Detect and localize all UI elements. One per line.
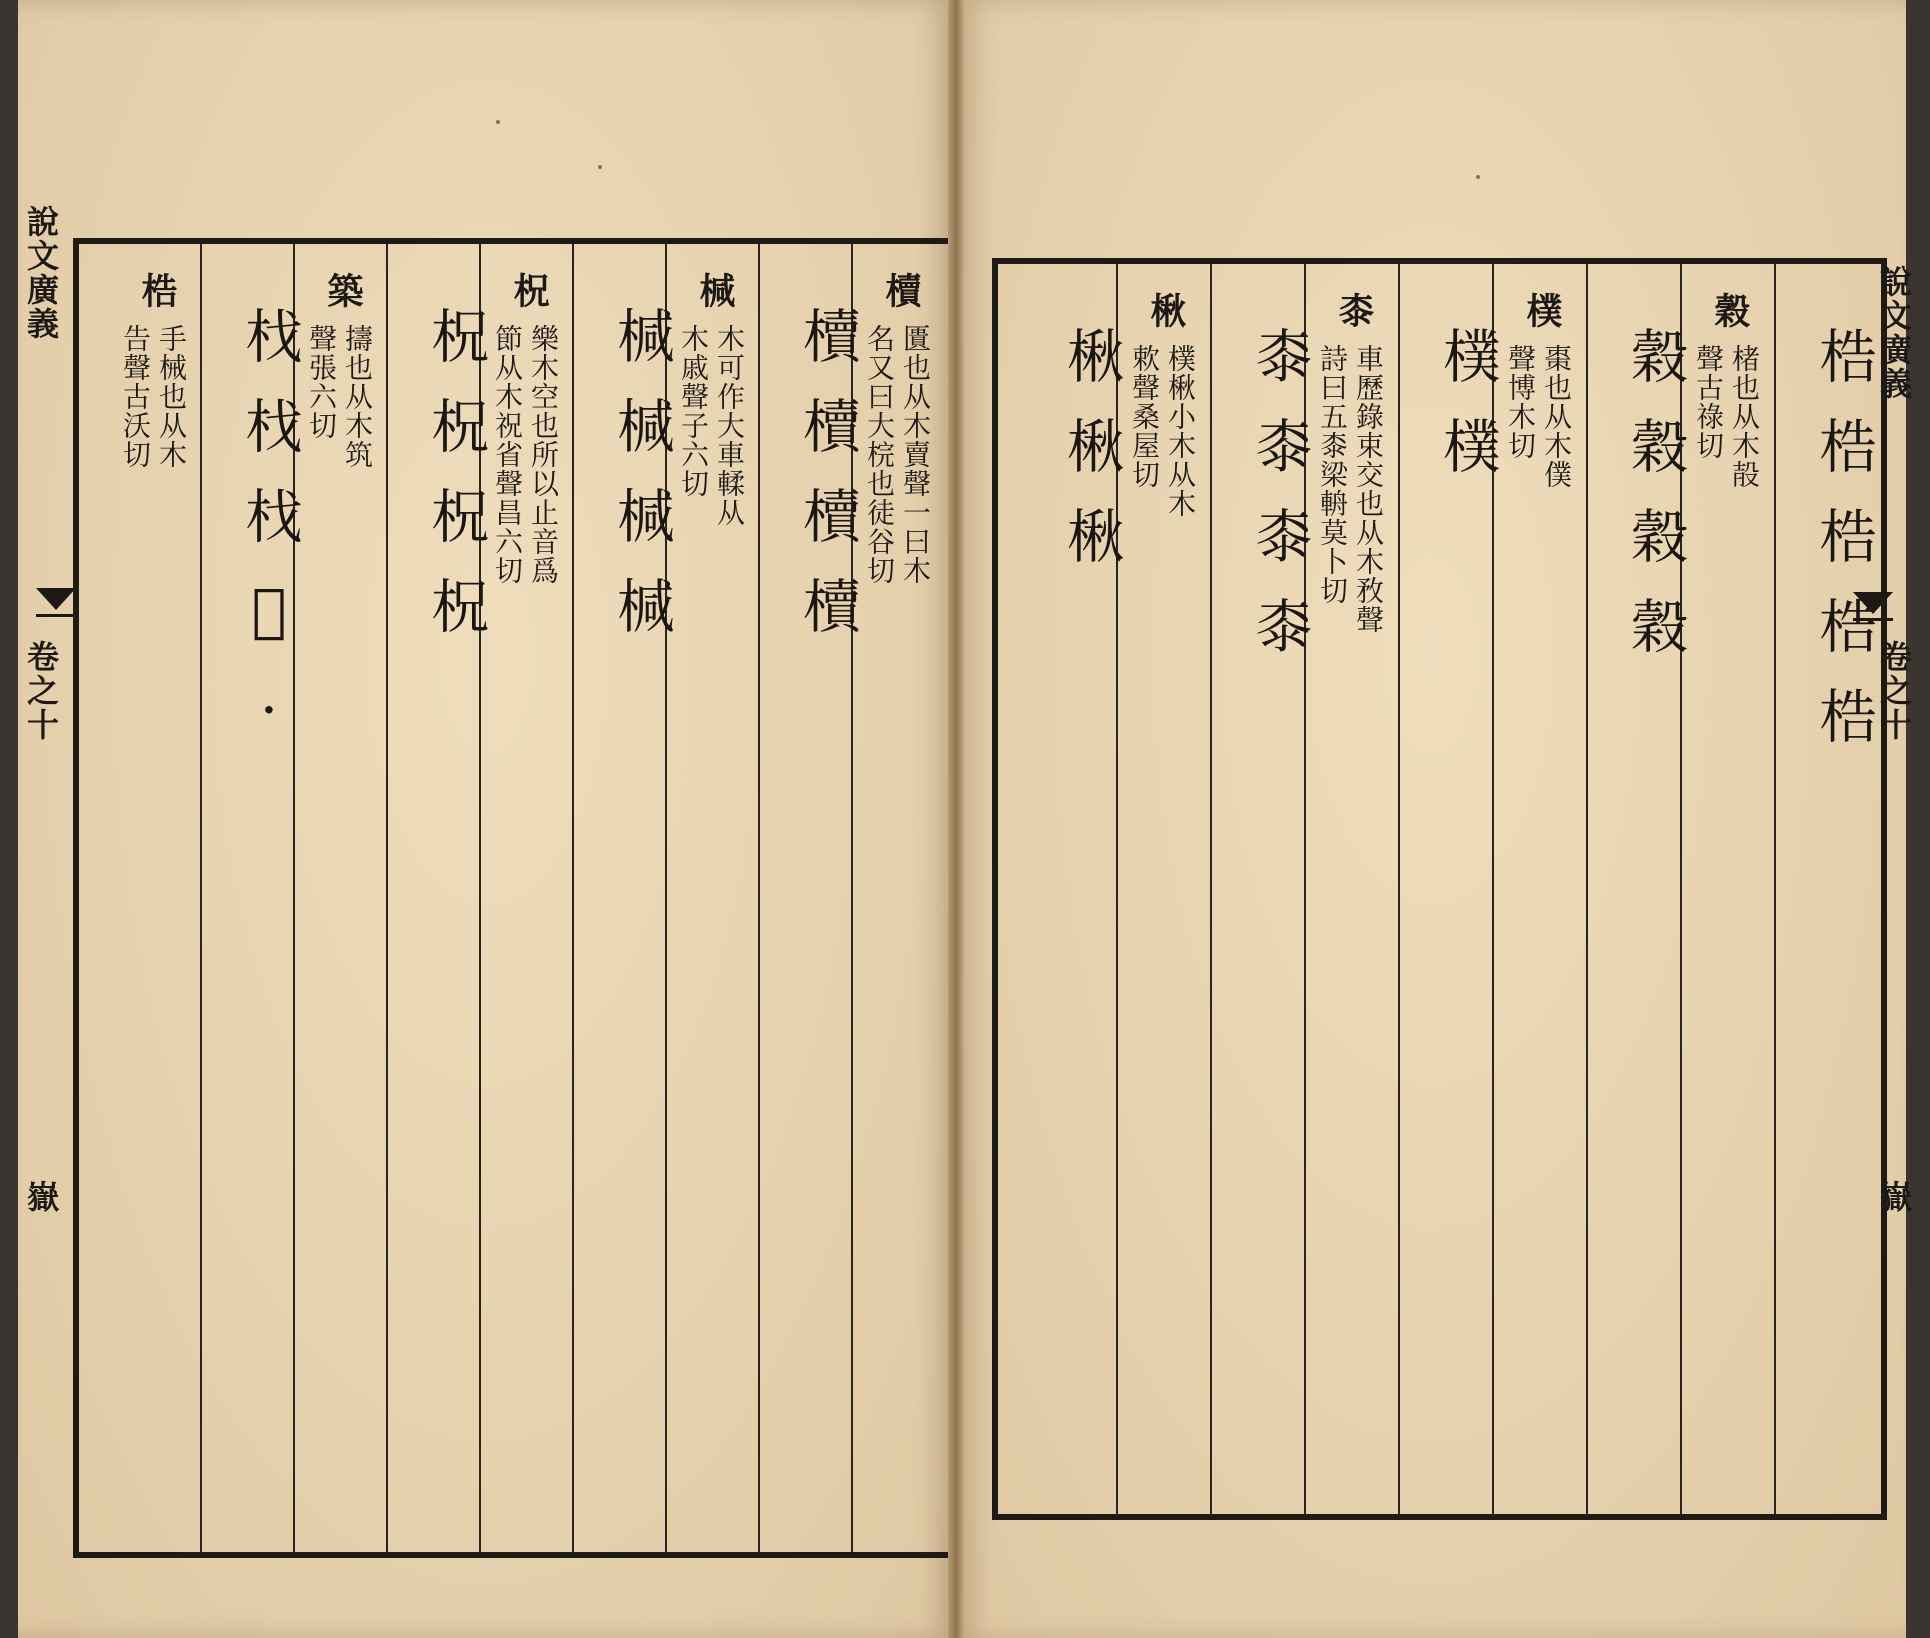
entry-head-character: 樸 [1521, 292, 1563, 328]
annotation-line: 車歷錄束交也从木敄聲 [1352, 344, 1385, 634]
entry-head-character: 椷 [694, 272, 736, 308]
column-divider [758, 244, 760, 1552]
seal-script-variants: 柷柷柷柷 [421, 306, 489, 666]
annotation-line: 聲古祿切 [1692, 344, 1725, 460]
annotation-line: 楮也从木㱿 [1728, 344, 1761, 489]
annotation-line: 樸楸小木从木 [1164, 344, 1197, 518]
entry-head-character: 築 [322, 272, 364, 308]
seal-script-variants: 椷椷椷椷 [607, 306, 675, 666]
annotation-line: 樂木空也所以止音爲 [527, 324, 560, 585]
annotation-line: 欶聲桑屋切 [1128, 344, 1161, 489]
right-bottom-mark: 嶽 [1875, 1180, 1913, 1214]
text-column [387, 244, 489, 1552]
annotation-line: 詩曰五桼梁輈莫卜切 [1316, 344, 1349, 605]
left-page [18, 0, 956, 1638]
left-fish-tail-mark [36, 588, 76, 617]
text-column [759, 244, 861, 1552]
entry-annotation [1691, 344, 1761, 489]
text-column [573, 244, 675, 1552]
text-column [1023, 264, 1125, 1514]
entry-head-character: 楸 [1145, 292, 1187, 328]
book-gutter [948, 0, 964, 1638]
column-divider [572, 244, 574, 1552]
seal-script-variants: 桼桼桼桼 [1245, 326, 1313, 686]
seal-script-variants: 𣏾𣏾𣏾𡏡· [235, 306, 303, 776]
seal-script-variants: 梏梏梏梏梏 [1809, 326, 1877, 776]
text-column [201, 244, 303, 1552]
annotation-line: 節从木祝省聲昌六切 [491, 324, 524, 585]
entry-head-character: 桼 [1333, 292, 1375, 328]
right-fish-tail-mark [1853, 592, 1893, 621]
text-column [1211, 264, 1313, 1514]
entry-annotation [1127, 344, 1197, 518]
left-column-grid [79, 244, 957, 1552]
seal-script-variants: 樸樸 [1433, 326, 1501, 506]
entry-head-character: 穀 [1709, 292, 1751, 328]
annotation-line: 告聲古沃切 [119, 324, 152, 469]
annotation-line: 木可作大車輮从 [713, 324, 746, 527]
left-border-frame [73, 238, 963, 1558]
entry-head-character: 梏 [136, 272, 178, 308]
annotation-line: 木戚聲子六切 [677, 324, 710, 498]
annotation-line: 聲博木切 [1504, 344, 1537, 460]
annotation-line: 手械也从木 [155, 324, 188, 469]
entry-head-character: 柷 [508, 272, 550, 308]
column-divider [1210, 264, 1212, 1514]
left-margin-title: 說文廣義 [22, 205, 60, 341]
text-column [108, 244, 200, 1552]
column-divider [1586, 264, 1588, 1514]
annotation-line: 匱也从木賣聲一曰木 [899, 324, 932, 585]
text-column [1587, 264, 1689, 1514]
annotation-line: 擣也从木筑 [341, 324, 374, 469]
left-bottom-mark: 嶽 [22, 1180, 60, 1214]
annotation-line: 名又曰大梡也徒谷切 [863, 324, 896, 585]
column-divider [386, 244, 388, 1552]
left-volume-label: 卷之十 [22, 640, 60, 742]
seal-script-variants: 穀穀穀穀 [1621, 326, 1689, 686]
text-column [1775, 264, 1877, 1514]
right-margin-title: 說文廣義 [1875, 265, 1913, 401]
annotation-line: 聲張六切 [305, 324, 338, 440]
annotation-line: 棗也从木僕 [1540, 344, 1573, 489]
right-page [956, 0, 1913, 1638]
entry-annotation [118, 324, 188, 469]
entry-annotation [1503, 344, 1573, 489]
column-divider [1398, 264, 1400, 1514]
right-column-grid [998, 264, 1881, 1514]
right-border-frame [992, 258, 1887, 1520]
column-divider [1774, 264, 1776, 1514]
seal-script-variants: 楸楸楸 [1057, 326, 1125, 596]
entry-head-character: 櫝 [880, 272, 922, 308]
right-volume-label: 卷之十 [1875, 640, 1913, 742]
entry-annotation [1315, 344, 1385, 634]
column-divider [200, 244, 202, 1552]
text-column [1399, 264, 1501, 1514]
seal-script-variants: 櫝櫝櫝櫝 [793, 306, 861, 666]
